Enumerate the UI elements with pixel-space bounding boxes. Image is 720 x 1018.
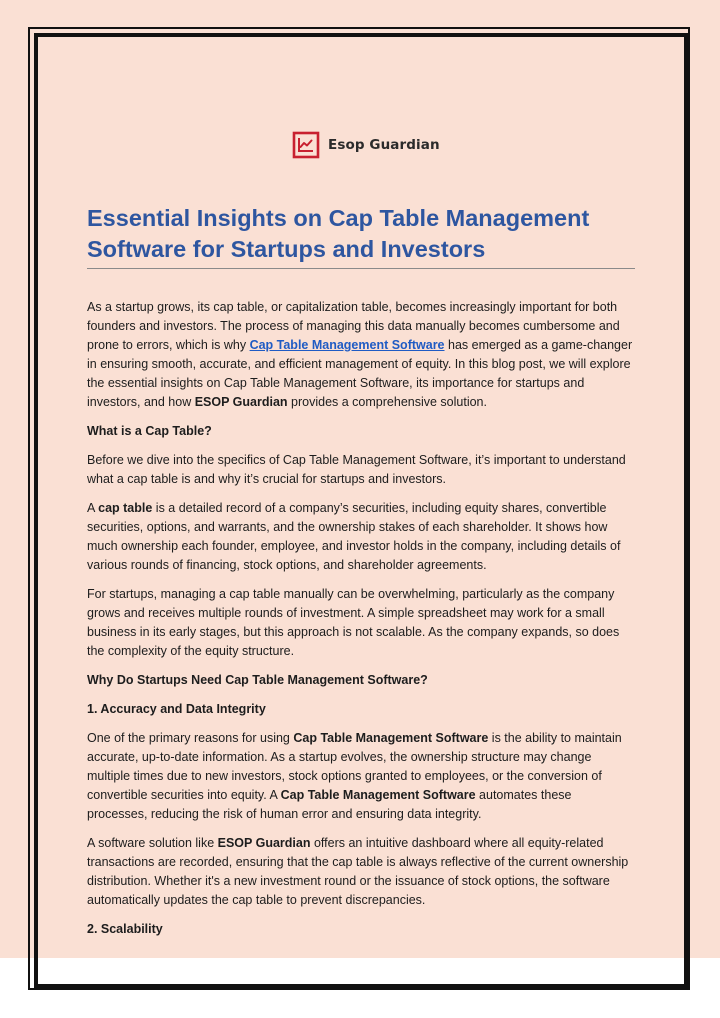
accuracy-bold-2: Cap Table Management Software	[280, 788, 476, 802]
paragraph-accuracy	[87, 729, 635, 824]
accuracy-bold-1: Cap Table Management Software	[293, 731, 489, 745]
section-heading-what: What is a Cap Table?	[87, 424, 212, 438]
section-heading-why: Why Do Startups Need Cap Table Management Software?	[87, 673, 428, 687]
page-title: Essential Insights on Cap Table Management Software for Startups and Investors	[87, 205, 590, 262]
brand-logo	[292, 130, 440, 160]
def-bold: cap table	[98, 501, 153, 515]
title-divider	[87, 268, 635, 269]
subheading-accuracy: 1. Accuracy and Data Integrity	[87, 702, 266, 716]
intro-brand-bold: ESOP Guardian	[194, 395, 288, 409]
def-text-1: A	[87, 501, 99, 515]
accuracy-text-1: One of the primary reasons for using	[87, 731, 294, 745]
paragraph-startups: For startups, managing a cap table manually can be overwhelming, particularly as the company grows and receives multiple rounds of investment. A simple spreadsheet may work for a small business in its early stages, but this approach is not scalable. As the company expands, so does the complexity of the equity structure.	[87, 587, 620, 658]
intro-text-1: As a startup grows, its cap table, or capitalization table, becomes increasingly important for both founders and investors. The process of managing this data manually becomes cumbersome and prone to errors, which is why	[87, 300, 620, 352]
paragraph-definition	[87, 499, 635, 575]
subheading-scalability: 2. Scalability	[87, 922, 163, 936]
brand-name: Esop Guardian	[328, 137, 440, 153]
paragraph-solution	[87, 834, 635, 910]
paragraph-before: Before we dive into the specifics of Cap Table Management Software, it’s important to understand what a cap table is and why it’s crucial for startups and investors.	[87, 453, 626, 486]
intro-text-3: provides a comprehensive solution.	[287, 395, 487, 409]
solution-text-1: A software solution like	[87, 836, 218, 850]
chart-trend-icon	[292, 131, 320, 159]
cap-table-software-link[interactable]: Cap Table Management Software	[249, 338, 445, 352]
accuracy-text-3: automates these processes, reducing the risk of human error and ensuring data integrity.	[87, 788, 572, 821]
solution-bold: ESOP Guardian	[217, 836, 311, 850]
def-text-2: is a detailed record of a company’s securities, including equity shares, convertible securities, options, and warrants, and the ownership stakes of each shareholder. It shows how much ownership each founder, employee, and investor holds in the company, including details of various rounds of financing, stock options, and shareholder agreements.	[87, 501, 621, 572]
intro-text-2: has emerged as a game-changer in ensuring smooth, accurate, and efficient management of equity. In this blog post, we will explore the essential insights on Cap Table Management Software, its importance for startups and investors, and how	[87, 338, 633, 409]
accuracy-text-2: is the ability to maintain accurate, up-to-date information. As a startup evolves, the ownership structure may change multiple times due to new investors, stock options granted to employees, or the conversion of convertible securities into equity. A	[87, 731, 622, 802]
intro-paragraph	[87, 298, 635, 412]
article-body	[87, 298, 635, 949]
solution-text-2: offers an intuitive dashboard where all equity-related transactions are recorded, ensuring that the cap table is always reflective of the current ownership distribution. Whether it's a new investment round or the issuance of stock options, the software automatically updates the cap table to prevent discrepancies.	[87, 836, 629, 907]
